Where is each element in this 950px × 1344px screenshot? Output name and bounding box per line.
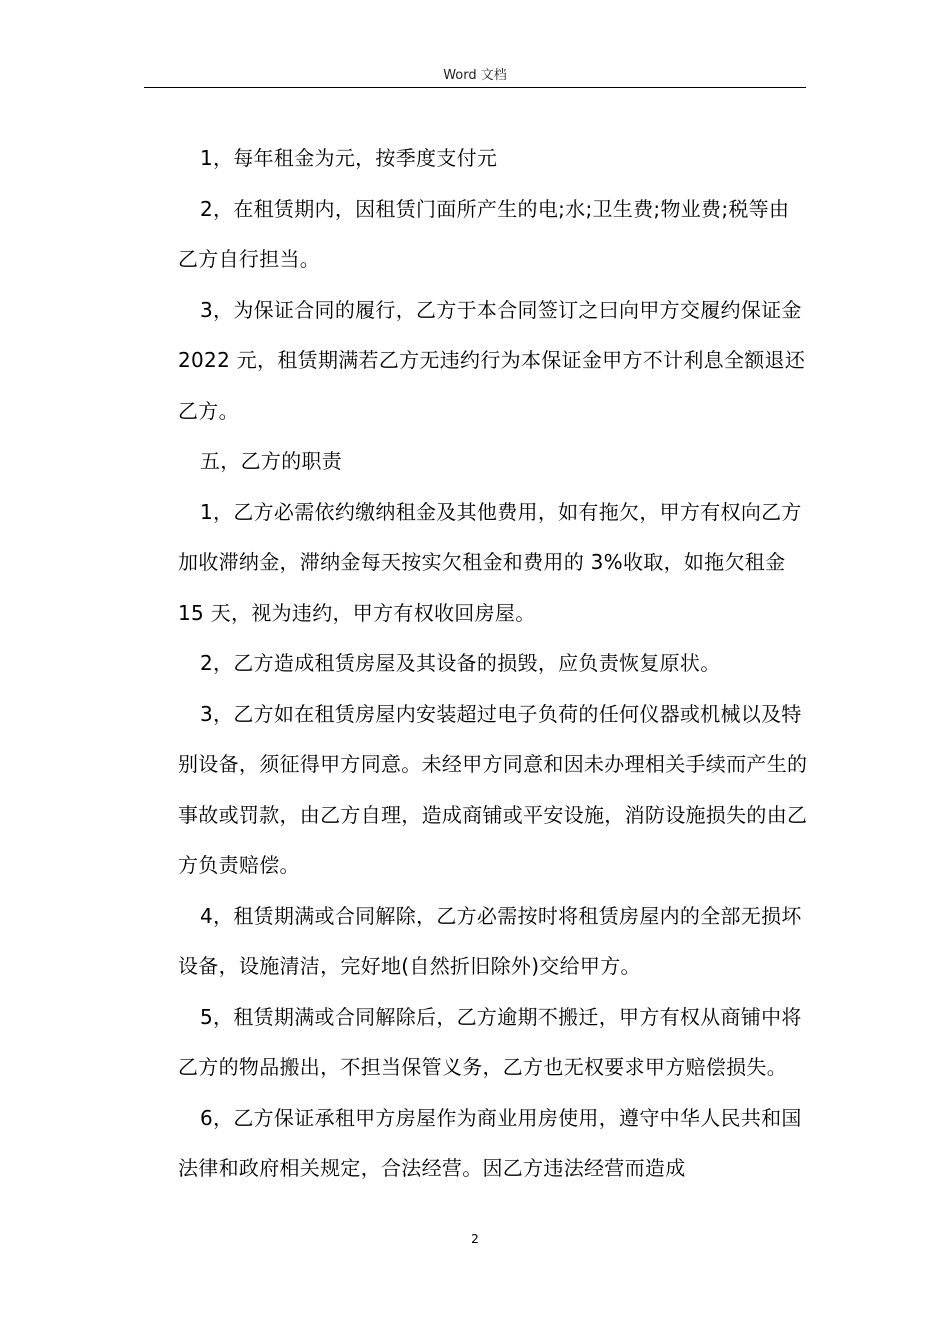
paragraph: 6，乙方保证承租甲方房屋作为商业用房使用，遵守中华人民共和国法律和政府相关规定，合法经营。因乙方违法经营而造成 (178, 1105, 802, 1180)
paragraph: 1，每年租金为元，按季度支付元 (200, 146, 498, 170)
paragraph: 5，租赁期满或合同解除后，乙方逾期不搬迁，甲方有权从商铺中将乙方的物品搬出，不担当保管义务，乙方也无权要求甲方赔偿损失。 (178, 1004, 802, 1079)
page-number: 2 (471, 1232, 479, 1246)
paragraph: 3，乙方如在租赁房屋内安装超过电子负荷的任何仪器或机械以及特别设备，须征得甲方同意。未经甲方同意和因未办理相关手续而产生的事故或罚款，由乙方自理，造成商铺或平安设施，消防设施损失的由乙方负责赔偿。 (178, 701, 808, 877)
section-heading: 五，乙方的职责 (200, 449, 343, 473)
paragraph: 4，租赁期满或合同解除，乙方必需按时将租赁房屋内的全部无损坏设备，设施清洁，完好地(自然折旧除外)交给甲方。 (178, 903, 802, 978)
paragraph: 3，为保证合同的履行，乙方于本合同签订之曰向甲方交履约保证金 2022 元，租赁期满若乙方无违约行为本保证金甲方不计利息全额退还乙方。 (178, 297, 806, 423)
paragraph: 2，乙方造成租赁房屋及其设备的损毁，应负责恢复原状。 (200, 651, 721, 675)
page-header: Word 文档 (443, 68, 507, 83)
paragraph: 2，在租赁期内，因租赁门面所产生的电;水;卫生费;物业费;税等由乙方自行担当。 (178, 196, 790, 271)
header-divider (144, 87, 806, 88)
paragraph: 1，乙方必需依约缴纳租金及其他费用，如有拖欠，甲方有权向乙方加收滞纳金，滞纳金每天按实欠租金和费用的 3%收取，如拖欠租金 15 天，视为违约，甲方有权收回房屋。 (178, 499, 802, 625)
document-body (178, 133, 808, 1194)
